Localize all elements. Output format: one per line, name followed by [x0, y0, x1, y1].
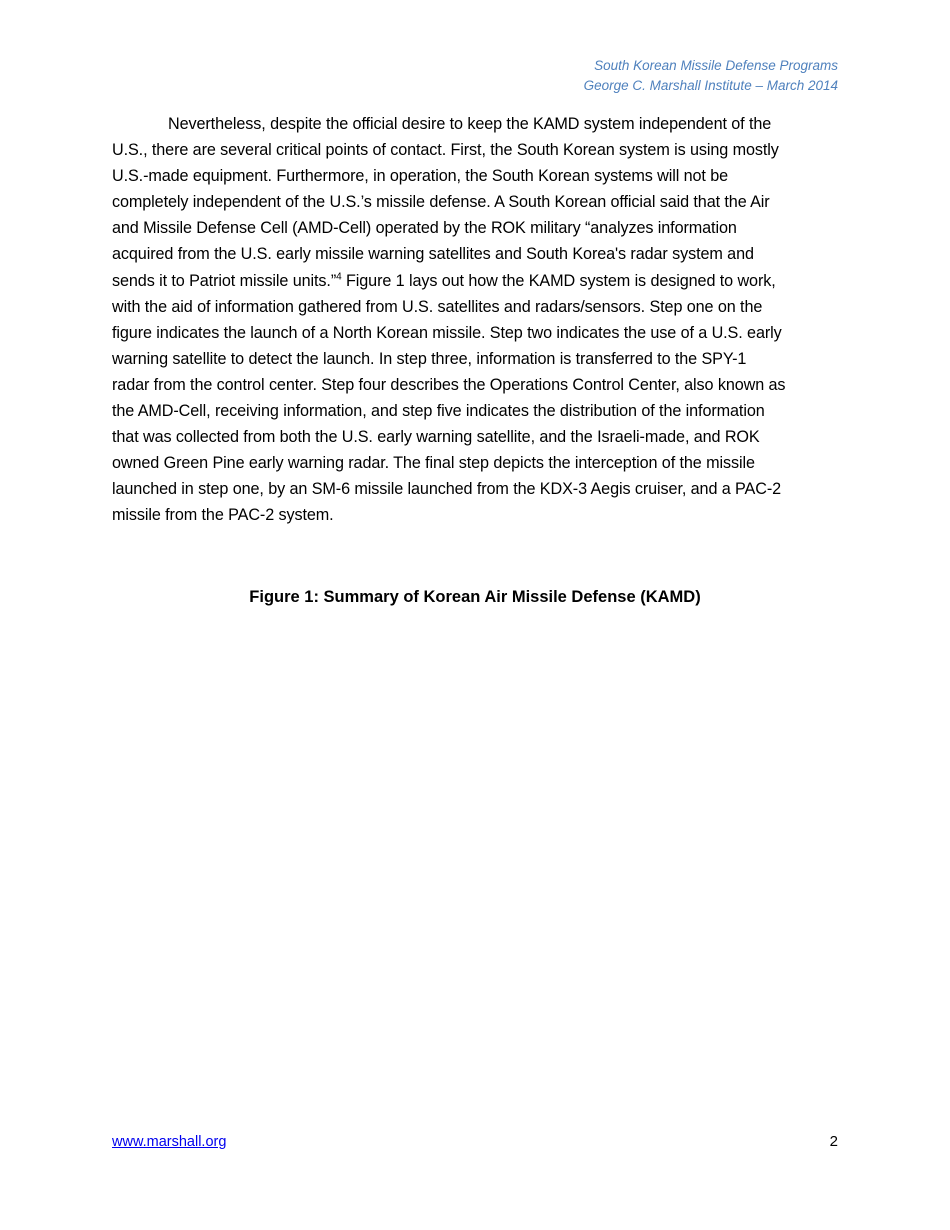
- paragraph-line: missile from the PAC-2 system.: [112, 506, 334, 525]
- paragraph-line: owned Green Pine early warning radar. The final step depicts the interception of the missile: [112, 454, 755, 473]
- paragraph-line: the AMD-Cell, receiving information, and step five indicates the distribution of the information: [112, 402, 765, 421]
- paragraph-line: U.S.-made equipment. Furthermore, in operation, the South Korean systems will not be: [112, 167, 729, 186]
- paragraph-line: and Missile Defense Cell (AMD-Cell) operated by the ROK military “analyzes information: [112, 219, 737, 238]
- paragraph-line: launched in step one, by an SM-6 missile launched from the KDX-3 Aegis cruiser, and a PAC-2: [112, 480, 782, 499]
- footnote-reference[interactable]: 4: [336, 271, 342, 283]
- paragraph-line: Nevertheless, despite the official desire to keep the KAMD system independent of the: [168, 115, 772, 133]
- paragraph-line: completely independent of the U.S.’s missile defense. A South Korean official said that the Air: [112, 193, 770, 212]
- footer-website-link[interactable]: www.marshall.org: [112, 1134, 227, 1150]
- page-number: 2: [829, 1133, 838, 1150]
- running-header: [584, 56, 838, 96]
- figure-caption: Figure 1: Summary of Korean Air Missile Defense (KAMD): [249, 588, 701, 606]
- paragraph-line: acquired from the U.S. early missile warning satellites and South Korea's radar system and: [112, 245, 754, 264]
- body-paragraph: [112, 111, 841, 529]
- paragraph-text: Figure 1 lays out how the KAMD system is designed to work,: [341, 271, 776, 290]
- paragraph-line: with the aid of information gathered from U.S. satellites and radars/sensors. Step one on the: [112, 297, 763, 316]
- paragraph-line: radar from the control center. Step four describes the Operations Control Center, also known as: [112, 375, 786, 394]
- paragraph-line: U.S., there are several critical points of contact. First, the South Korean system is using mostly: [112, 141, 779, 160]
- header-title: South Korean Missile Defense Programs: [594, 58, 838, 73]
- paragraph-line: figure indicates the launch of a North Korean missile. Step two indicates the use of a U.S. early: [112, 323, 782, 342]
- paragraph-text: sends it to Patriot missile units.”: [112, 271, 337, 290]
- header-subtitle: George C. Marshall Institute – March 2014: [583, 78, 838, 93]
- paragraph-line: [112, 268, 841, 294]
- paragraph-line: that was collected from both the U.S. early warning satellite, and the Israeli-made, and ROK: [112, 428, 760, 447]
- paragraph-line: warning satellite to detect the launch. In step three, information is transferred to the SPY-1: [112, 349, 747, 368]
